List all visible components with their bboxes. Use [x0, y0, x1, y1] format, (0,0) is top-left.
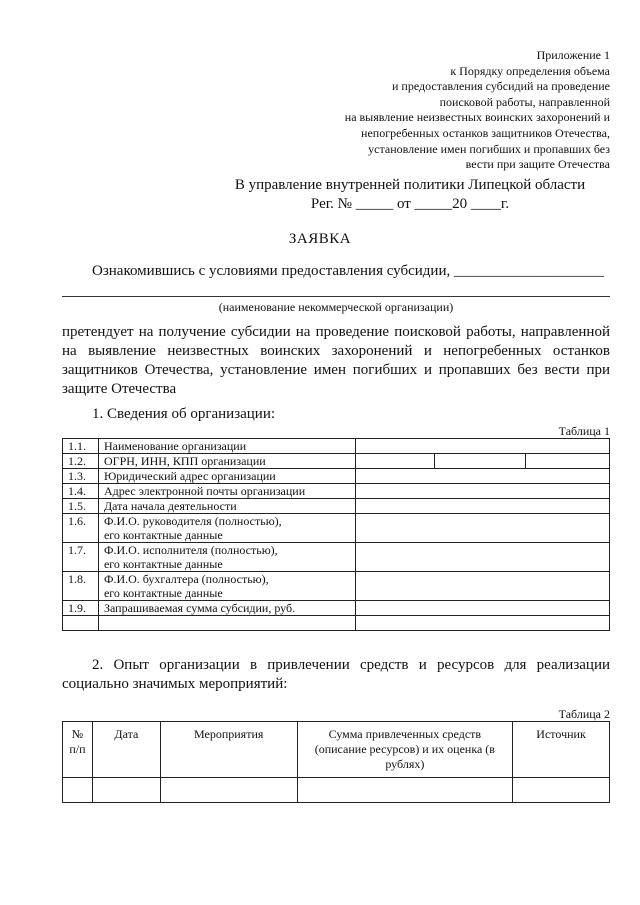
appendix-line: Приложение 1 [536, 48, 610, 62]
table2-label: Таблица 2 [558, 707, 610, 721]
table-row [63, 469, 610, 484]
cell-number[interactable] [63, 778, 93, 803]
row-number [63, 616, 99, 631]
addressee-block [200, 176, 620, 214]
column-header-events: Мероприятия [160, 722, 297, 778]
row-value-cell[interactable] [355, 601, 609, 616]
inn-value-cell[interactable] [435, 454, 526, 469]
table-header-row [63, 722, 610, 778]
row-number: 1.9. [63, 601, 99, 616]
table-row [63, 572, 610, 601]
registration-line: Рег. № _____ от _____20 ____г. [310, 196, 510, 212]
row-value-cell[interactable] [355, 469, 609, 484]
column-header-amount: Сумма привлеченных средств (описание ресурсов) и их оценка (в рублях) [297, 722, 513, 778]
document-title: ЗАЯВКА [288, 231, 352, 247]
appendix-line: непогребенных останков защитников Отечества, [361, 125, 610, 140]
row-number: 1.4. [63, 484, 99, 499]
row-label: Дата начала деятельности [98, 499, 355, 514]
row-label: Наименование организации [98, 439, 355, 454]
appendix-line: установление имен погибших и пропавших без [368, 141, 610, 156]
row-label [98, 616, 355, 631]
row-number: 1.7. [63, 543, 99, 572]
row-label: Ф.И.О. исполнителя (полностью), его контактные данные [98, 543, 355, 572]
row-value-cell[interactable] [355, 484, 609, 499]
row-value-cell[interactable] [355, 543, 609, 572]
table-row-empty [63, 778, 610, 803]
experience-table [62, 721, 610, 803]
table-row [63, 439, 610, 454]
row-number: 1.8. [63, 572, 99, 601]
row-label: Юридический адрес организации [98, 469, 355, 484]
row-number: 1.1. [63, 439, 99, 454]
table-row [63, 454, 610, 469]
table-row-empty [63, 616, 610, 631]
organization-name-caption: (наименование некоммерческой организации) [218, 300, 454, 314]
cell-amount[interactable] [297, 778, 513, 803]
appendix-line: поисковой работы, направленной [439, 94, 610, 109]
section1-heading: 1. Сведения об организации: [92, 406, 276, 422]
row-label: Ф.И.О. руководителя (полностью), его контактные данные [98, 514, 355, 543]
row-label: ОГРН, ИНН, КПП организации [98, 454, 355, 469]
row-value-cell[interactable] [355, 514, 609, 543]
column-header-number: № п/п [63, 722, 93, 778]
row-value-cell[interactable] [355, 499, 609, 514]
kpp-value-cell[interactable] [526, 454, 610, 469]
table-row [63, 514, 610, 543]
appendix-line: к Порядку определения объема [450, 63, 610, 78]
cell-date[interactable] [92, 778, 160, 803]
organization-name-line [62, 296, 610, 297]
column-header-date: Дата [92, 722, 160, 778]
row-number: 1.5. [63, 499, 99, 514]
appendix-line: и предоставления субсидий на проведение [392, 79, 610, 94]
appendix-line: на выявление неизвестных воинских захоронений и [344, 110, 610, 125]
cell-events[interactable] [160, 778, 297, 803]
organization-info-table [62, 438, 610, 631]
table-row [63, 484, 610, 499]
section2-heading: 2. Опыт организации в привлечении средств и ресурсов для реализации социально значимых мероприятий: [62, 657, 610, 692]
column-header-source: Источник [513, 722, 610, 778]
row-value-cell[interactable] [355, 439, 609, 454]
ogrn-value-cell[interactable] [355, 454, 435, 469]
row-number: 1.6. [63, 514, 99, 543]
appendix-line: вести при защите Отечества [465, 157, 610, 172]
row-number: 1.2. [63, 454, 99, 469]
cell-source[interactable] [513, 778, 610, 803]
purpose-paragraph: претендует на получение субсидии на проведение поисковой работы, направленной на выявление неизвестных воинских захоронений и непогребенных останков защитников Отечества, установление имен погибших и пропавших без вести при защите Отечества [62, 324, 610, 397]
row-label: Адрес электронной почты организации [98, 484, 355, 499]
appendix-header [290, 48, 610, 173]
row-value-cell[interactable] [355, 572, 609, 601]
row-label: Запрашиваемая сумма субсидии, руб. [98, 601, 355, 616]
table1-label: Таблица 1 [558, 424, 610, 438]
row-number: 1.3. [63, 469, 99, 484]
intro-line: Ознакомившись с условиями предоставления субсидии, ____________________ [92, 263, 604, 279]
row-value-cell[interactable] [355, 616, 609, 631]
table-row [63, 499, 610, 514]
addressee-line: В управление внутренней политики Липецкой области [234, 177, 586, 193]
row-label: Ф.И.О. бухгалтера (полностью), его контактные данные [98, 572, 355, 601]
table-row [63, 601, 610, 616]
table-row [63, 543, 610, 572]
